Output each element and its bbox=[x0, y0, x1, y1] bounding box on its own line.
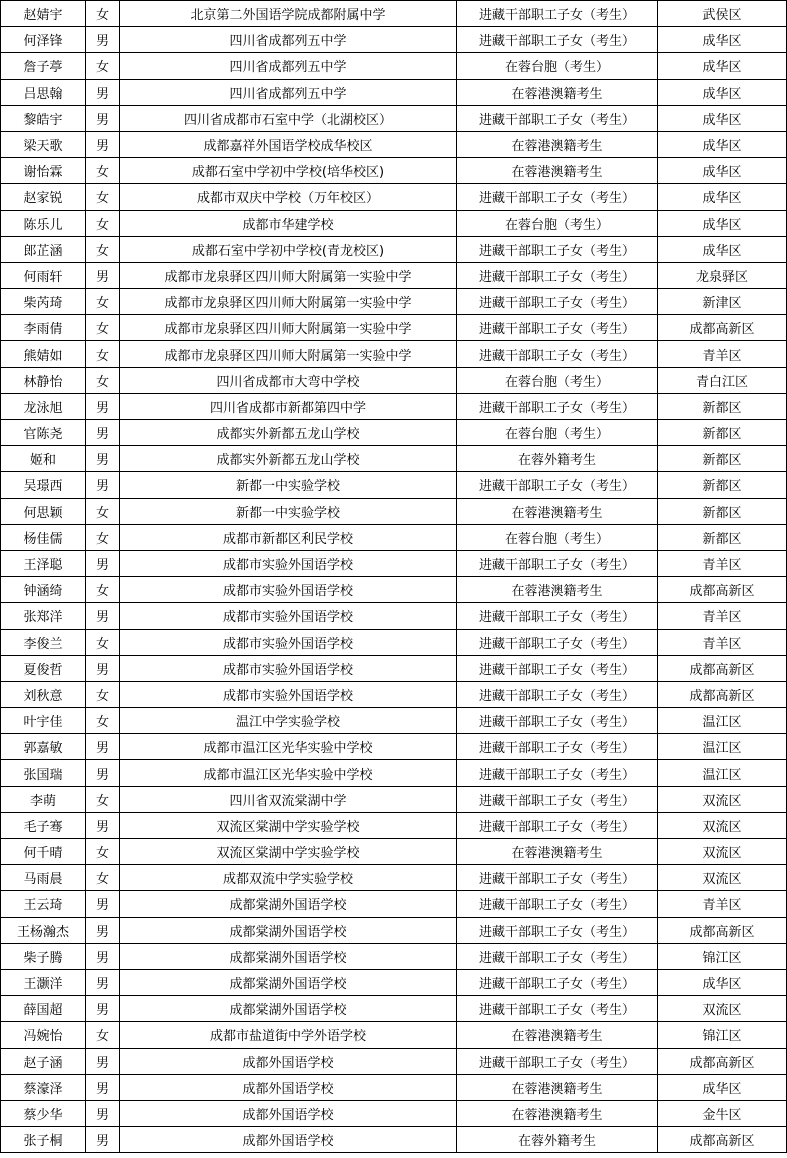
table-row bbox=[1, 708, 787, 734]
gender-cell: 女 bbox=[86, 367, 120, 393]
school-cell: 成都市盐道街中学外语学校 bbox=[120, 1022, 457, 1048]
category-cell: 进藏干部职工子女（考生） bbox=[457, 393, 658, 419]
student-name-cell: 王云琦 bbox=[1, 891, 86, 917]
district-cell: 成华区 bbox=[658, 969, 787, 995]
student-name-cell: 姬和 bbox=[1, 446, 86, 472]
category-cell: 在蓉港澳籍考生 bbox=[457, 158, 658, 184]
district-cell: 龙泉驿区 bbox=[658, 262, 787, 288]
gender-cell: 男 bbox=[86, 969, 120, 995]
category-cell: 在蓉台胞（考生） bbox=[457, 53, 658, 79]
school-cell: 新都一中实验学校 bbox=[120, 498, 457, 524]
table-row bbox=[1, 131, 787, 157]
district-cell: 成华区 bbox=[658, 79, 787, 105]
school-cell: 成都市实验外国语学校 bbox=[120, 577, 457, 603]
table-row bbox=[1, 236, 787, 262]
school-cell: 成都市温江区光华实验中学校 bbox=[120, 734, 457, 760]
district-cell: 武侯区 bbox=[658, 1, 787, 27]
school-cell: 成都市实验外国语学校 bbox=[120, 629, 457, 655]
school-cell: 新都一中实验学校 bbox=[120, 472, 457, 498]
student-name-cell: 毛子骞 bbox=[1, 812, 86, 838]
table-row bbox=[1, 53, 787, 79]
student-name-cell: 陈乐儿 bbox=[1, 210, 86, 236]
table-row bbox=[1, 603, 787, 629]
district-cell: 成都高新区 bbox=[658, 315, 787, 341]
student-name-cell: 马雨晨 bbox=[1, 865, 86, 891]
gender-cell: 男 bbox=[86, 996, 120, 1022]
district-cell: 温江区 bbox=[658, 734, 787, 760]
gender-cell: 女 bbox=[86, 236, 120, 262]
school-cell: 成都双流中学实验学校 bbox=[120, 865, 457, 891]
table-row bbox=[1, 210, 787, 236]
category-cell: 在蓉港澳籍考生 bbox=[457, 1100, 658, 1126]
district-cell: 成都高新区 bbox=[658, 577, 787, 603]
student-name-cell: 王杨瀚杰 bbox=[1, 917, 86, 943]
table-row bbox=[1, 969, 787, 995]
gender-cell: 女 bbox=[86, 289, 120, 315]
school-cell: 成都外国语学校 bbox=[120, 1048, 457, 1074]
student-name-cell: 赵家锐 bbox=[1, 184, 86, 210]
district-cell: 新都区 bbox=[658, 472, 787, 498]
student-name-cell: 叶宇佳 bbox=[1, 708, 86, 734]
district-cell: 新都区 bbox=[658, 524, 787, 550]
category-cell: 在蓉台胞（考生） bbox=[457, 210, 658, 236]
gender-cell: 男 bbox=[86, 812, 120, 838]
category-cell: 进藏干部职工子女（考生） bbox=[457, 1, 658, 27]
student-name-cell: 谢怡霖 bbox=[1, 158, 86, 184]
student-name-cell: 黎皓宇 bbox=[1, 105, 86, 131]
category-cell: 进藏干部职工子女（考生） bbox=[457, 681, 658, 707]
district-cell: 成华区 bbox=[658, 1074, 787, 1100]
district-cell: 新都区 bbox=[658, 393, 787, 419]
gender-cell: 男 bbox=[86, 79, 120, 105]
district-cell: 双流区 bbox=[658, 996, 787, 1022]
gender-cell: 男 bbox=[86, 27, 120, 53]
student-name-cell: 吕思翰 bbox=[1, 79, 86, 105]
gender-cell: 女 bbox=[86, 184, 120, 210]
student-name-cell: 李萌 bbox=[1, 786, 86, 812]
gender-cell: 男 bbox=[86, 603, 120, 629]
district-cell: 成华区 bbox=[658, 184, 787, 210]
district-cell: 青羊区 bbox=[658, 341, 787, 367]
school-cell: 成都棠湖外国语学校 bbox=[120, 891, 457, 917]
student-name-cell: 杨佳儒 bbox=[1, 524, 86, 550]
school-cell: 四川省成都市大弯中学校 bbox=[120, 367, 457, 393]
student-name-cell: 吴璟西 bbox=[1, 472, 86, 498]
table-row bbox=[1, 262, 787, 288]
school-cell: 成都市温江区光华实验中学校 bbox=[120, 760, 457, 786]
student-name-cell: 王灏洋 bbox=[1, 969, 86, 995]
student-name-cell: 薛国超 bbox=[1, 996, 86, 1022]
table-row bbox=[1, 524, 787, 550]
table-row bbox=[1, 367, 787, 393]
district-cell: 成华区 bbox=[658, 210, 787, 236]
table-row bbox=[1, 786, 787, 812]
district-cell: 成华区 bbox=[658, 236, 787, 262]
category-cell: 进藏干部职工子女（考生） bbox=[457, 760, 658, 786]
table-row bbox=[1, 498, 787, 524]
gender-cell: 女 bbox=[86, 524, 120, 550]
gender-cell: 女 bbox=[86, 53, 120, 79]
table-row bbox=[1, 812, 787, 838]
table-row bbox=[1, 289, 787, 315]
student-name-cell: 林静怡 bbox=[1, 367, 86, 393]
table-row bbox=[1, 996, 787, 1022]
category-cell: 在蓉台胞（考生） bbox=[457, 420, 658, 446]
table-row bbox=[1, 158, 787, 184]
category-cell: 进藏干部职工子女（考生） bbox=[457, 236, 658, 262]
district-cell: 成华区 bbox=[658, 105, 787, 131]
student-name-cell: 梁天歌 bbox=[1, 131, 86, 157]
category-cell: 在蓉台胞（考生） bbox=[457, 524, 658, 550]
student-name-cell: 张子桐 bbox=[1, 1127, 86, 1153]
school-cell: 四川省成都列五中学 bbox=[120, 53, 457, 79]
gender-cell: 男 bbox=[86, 1048, 120, 1074]
student-name-cell: 赵婧宇 bbox=[1, 1, 86, 27]
table-body bbox=[1, 1, 787, 1153]
gender-cell: 男 bbox=[86, 734, 120, 760]
category-cell: 进藏干部职工子女（考生） bbox=[457, 262, 658, 288]
student-name-cell: 刘秋意 bbox=[1, 681, 86, 707]
school-cell: 成都市新都区利民学校 bbox=[120, 524, 457, 550]
gender-cell: 女 bbox=[86, 210, 120, 236]
gender-cell: 女 bbox=[86, 158, 120, 184]
district-cell: 青白江区 bbox=[658, 367, 787, 393]
gender-cell: 女 bbox=[86, 1, 120, 27]
school-cell: 温江中学实验学校 bbox=[120, 708, 457, 734]
school-cell: 成都市龙泉驿区四川师大附属第一实验中学 bbox=[120, 341, 457, 367]
table-row bbox=[1, 79, 787, 105]
district-cell: 成都高新区 bbox=[658, 1048, 787, 1074]
district-cell: 成华区 bbox=[658, 27, 787, 53]
category-cell: 进藏干部职工子女（考生） bbox=[457, 603, 658, 629]
category-cell: 进藏干部职工子女（考生） bbox=[457, 708, 658, 734]
table-row bbox=[1, 917, 787, 943]
table-row bbox=[1, 734, 787, 760]
gender-cell: 女 bbox=[86, 498, 120, 524]
school-cell: 成都石室中学初中学校(青龙校区) bbox=[120, 236, 457, 262]
student-name-cell: 柴芮琦 bbox=[1, 289, 86, 315]
school-cell: 成都市实验外国语学校 bbox=[120, 550, 457, 576]
gender-cell: 男 bbox=[86, 105, 120, 131]
table-row bbox=[1, 1127, 787, 1153]
gender-cell: 女 bbox=[86, 839, 120, 865]
school-cell: 成都棠湖外国语学校 bbox=[120, 969, 457, 995]
category-cell: 进藏干部职工子女（考生） bbox=[457, 289, 658, 315]
gender-cell: 男 bbox=[86, 393, 120, 419]
school-cell: 四川省成都市新都第四中学 bbox=[120, 393, 457, 419]
student-name-cell: 蔡少华 bbox=[1, 1100, 86, 1126]
district-cell: 青羊区 bbox=[658, 550, 787, 576]
gender-cell: 女 bbox=[86, 681, 120, 707]
district-cell: 新都区 bbox=[658, 420, 787, 446]
student-name-cell: 夏俊哲 bbox=[1, 655, 86, 681]
student-name-cell: 王泽聪 bbox=[1, 550, 86, 576]
table-row bbox=[1, 1022, 787, 1048]
table-row bbox=[1, 839, 787, 865]
school-cell: 成都市实验外国语学校 bbox=[120, 681, 457, 707]
gender-cell: 男 bbox=[86, 1074, 120, 1100]
district-cell: 锦江区 bbox=[658, 1022, 787, 1048]
gender-cell: 女 bbox=[86, 315, 120, 341]
gender-cell: 男 bbox=[86, 917, 120, 943]
category-cell: 进藏干部职工子女（考生） bbox=[457, 315, 658, 341]
gender-cell: 男 bbox=[86, 550, 120, 576]
table-row bbox=[1, 446, 787, 472]
school-cell: 成都市龙泉驿区四川师大附属第一实验中学 bbox=[120, 289, 457, 315]
gender-cell: 女 bbox=[86, 708, 120, 734]
gender-cell: 男 bbox=[86, 262, 120, 288]
table-row bbox=[1, 550, 787, 576]
gender-cell: 男 bbox=[86, 1127, 120, 1153]
category-cell: 在蓉港澳籍考生 bbox=[457, 131, 658, 157]
school-cell: 成都外国语学校 bbox=[120, 1127, 457, 1153]
school-cell: 四川省成都列五中学 bbox=[120, 27, 457, 53]
gender-cell: 男 bbox=[86, 472, 120, 498]
district-cell: 锦江区 bbox=[658, 943, 787, 969]
district-cell: 新津区 bbox=[658, 289, 787, 315]
category-cell: 进藏干部职工子女（考生） bbox=[457, 472, 658, 498]
category-cell: 在蓉港澳籍考生 bbox=[457, 1022, 658, 1048]
gender-cell: 男 bbox=[86, 131, 120, 157]
school-cell: 双流区棠湖中学实验学校 bbox=[120, 839, 457, 865]
gender-cell: 男 bbox=[86, 1100, 120, 1126]
table-row bbox=[1, 891, 787, 917]
district-cell: 新都区 bbox=[658, 498, 787, 524]
student-name-cell: 李雨倩 bbox=[1, 315, 86, 341]
category-cell: 在蓉港澳籍考生 bbox=[457, 839, 658, 865]
district-cell: 新都区 bbox=[658, 446, 787, 472]
district-cell: 成华区 bbox=[658, 53, 787, 79]
district-cell: 成都高新区 bbox=[658, 1127, 787, 1153]
school-cell: 成都市华建学校 bbox=[120, 210, 457, 236]
gender-cell: 男 bbox=[86, 943, 120, 969]
district-cell: 青羊区 bbox=[658, 891, 787, 917]
school-cell: 成都实外新都五龙山学校 bbox=[120, 446, 457, 472]
table-row bbox=[1, 420, 787, 446]
gender-cell: 男 bbox=[86, 655, 120, 681]
gender-cell: 男 bbox=[86, 891, 120, 917]
school-cell: 成都市实验外国语学校 bbox=[120, 603, 457, 629]
school-cell: 成都市龙泉驿区四川师大附属第一实验中学 bbox=[120, 315, 457, 341]
school-cell: 成都石室中学初中学校(培华校区) bbox=[120, 158, 457, 184]
category-cell: 进藏干部职工子女（考生） bbox=[457, 943, 658, 969]
school-cell: 双流区棠湖中学实验学校 bbox=[120, 812, 457, 838]
school-cell: 成都实外新都五龙山学校 bbox=[120, 420, 457, 446]
district-cell: 双流区 bbox=[658, 812, 787, 838]
school-cell: 四川省成都市石室中学（北湖校区） bbox=[120, 105, 457, 131]
category-cell: 进藏干部职工子女（考生） bbox=[457, 917, 658, 943]
table-row bbox=[1, 1048, 787, 1074]
school-cell: 成都市实验外国语学校 bbox=[120, 655, 457, 681]
category-cell: 在蓉港澳籍考生 bbox=[457, 577, 658, 603]
student-name-cell: 何思颖 bbox=[1, 498, 86, 524]
student-name-cell: 郭嘉敏 bbox=[1, 734, 86, 760]
student-name-cell: 张国瑞 bbox=[1, 760, 86, 786]
gender-cell: 女 bbox=[86, 1022, 120, 1048]
category-cell: 进藏干部职工子女（考生） bbox=[457, 786, 658, 812]
district-cell: 青羊区 bbox=[658, 603, 787, 629]
student-name-cell: 冯婉怡 bbox=[1, 1022, 86, 1048]
gender-cell: 女 bbox=[86, 786, 120, 812]
category-cell: 进藏干部职工子女（考生） bbox=[457, 629, 658, 655]
table-row bbox=[1, 1100, 787, 1126]
district-cell: 成华区 bbox=[658, 131, 787, 157]
table-row bbox=[1, 27, 787, 53]
gender-cell: 男 bbox=[86, 446, 120, 472]
school-cell: 成都外国语学校 bbox=[120, 1074, 457, 1100]
district-cell: 金牛区 bbox=[658, 1100, 787, 1126]
category-cell: 进藏干部职工子女（考生） bbox=[457, 996, 658, 1022]
category-cell: 在蓉外籍考生 bbox=[457, 1127, 658, 1153]
table-row bbox=[1, 1, 787, 27]
category-cell: 进藏干部职工子女（考生） bbox=[457, 655, 658, 681]
school-cell: 成都市龙泉驿区四川师大附属第一实验中学 bbox=[120, 262, 457, 288]
category-cell: 进藏干部职工子女（考生） bbox=[457, 184, 658, 210]
table-row bbox=[1, 341, 787, 367]
student-name-cell: 熊婧如 bbox=[1, 341, 86, 367]
student-name-cell: 何千晴 bbox=[1, 839, 86, 865]
district-cell: 成都高新区 bbox=[658, 917, 787, 943]
category-cell: 进藏干部职工子女（考生） bbox=[457, 27, 658, 53]
district-cell: 双流区 bbox=[658, 839, 787, 865]
student-name-cell: 柴子腾 bbox=[1, 943, 86, 969]
table-row bbox=[1, 681, 787, 707]
student-name-cell: 蔡濠泽 bbox=[1, 1074, 86, 1100]
district-cell: 成华区 bbox=[658, 158, 787, 184]
district-cell: 成都高新区 bbox=[658, 655, 787, 681]
student-name-cell: 郎芷涵 bbox=[1, 236, 86, 262]
category-cell: 在蓉港澳籍考生 bbox=[457, 1074, 658, 1100]
gender-cell: 女 bbox=[86, 577, 120, 603]
school-cell: 成都棠湖外国语学校 bbox=[120, 943, 457, 969]
school-cell: 成都市双庆中学校（万年校区） bbox=[120, 184, 457, 210]
table-row bbox=[1, 629, 787, 655]
category-cell: 进藏干部职工子女（考生） bbox=[457, 734, 658, 760]
student-name-cell: 赵子涵 bbox=[1, 1048, 86, 1074]
table-row bbox=[1, 655, 787, 681]
table-row bbox=[1, 184, 787, 210]
school-cell: 成都棠湖外国语学校 bbox=[120, 917, 457, 943]
table-row bbox=[1, 943, 787, 969]
school-cell: 四川省双流棠湖中学 bbox=[120, 786, 457, 812]
table-row bbox=[1, 577, 787, 603]
table-row bbox=[1, 393, 787, 419]
table-row bbox=[1, 472, 787, 498]
category-cell: 在蓉港澳籍考生 bbox=[457, 498, 658, 524]
category-cell: 在蓉台胞（考生） bbox=[457, 367, 658, 393]
district-cell: 成都高新区 bbox=[658, 681, 787, 707]
student-name-cell: 钟涵绮 bbox=[1, 577, 86, 603]
student-name-cell: 何雨轩 bbox=[1, 262, 86, 288]
student-name-cell: 何泽锋 bbox=[1, 27, 86, 53]
category-cell: 进藏干部职工子女（考生） bbox=[457, 1048, 658, 1074]
student-name-cell: 张郑洋 bbox=[1, 603, 86, 629]
school-cell: 成都外国语学校 bbox=[120, 1100, 457, 1126]
student-name-cell: 龙泳旭 bbox=[1, 393, 86, 419]
student-name-cell: 詹子葶 bbox=[1, 53, 86, 79]
table-row bbox=[1, 865, 787, 891]
category-cell: 进藏干部职工子女（考生） bbox=[457, 341, 658, 367]
table-row bbox=[1, 315, 787, 341]
district-cell: 温江区 bbox=[658, 708, 787, 734]
category-cell: 在蓉外籍考生 bbox=[457, 446, 658, 472]
category-cell: 进藏干部职工子女（考生） bbox=[457, 105, 658, 131]
school-cell: 成都嘉祥外国语学校成华校区 bbox=[120, 131, 457, 157]
school-cell: 北京第二外国语学院成都附属中学 bbox=[120, 1, 457, 27]
gender-cell: 男 bbox=[86, 760, 120, 786]
gender-cell: 男 bbox=[86, 420, 120, 446]
table-row bbox=[1, 1074, 787, 1100]
category-cell: 进藏干部职工子女（考生） bbox=[457, 865, 658, 891]
gender-cell: 女 bbox=[86, 865, 120, 891]
category-cell: 进藏干部职工子女（考生） bbox=[457, 550, 658, 576]
category-cell: 在蓉港澳籍考生 bbox=[457, 79, 658, 105]
gender-cell: 女 bbox=[86, 341, 120, 367]
table-row bbox=[1, 105, 787, 131]
table-row bbox=[1, 760, 787, 786]
student-name-cell: 李俊兰 bbox=[1, 629, 86, 655]
category-cell: 进藏干部职工子女（考生） bbox=[457, 891, 658, 917]
district-cell: 双流区 bbox=[658, 865, 787, 891]
district-cell: 青羊区 bbox=[658, 629, 787, 655]
student-name-cell: 官陈尧 bbox=[1, 420, 86, 446]
district-cell: 温江区 bbox=[658, 760, 787, 786]
gender-cell: 女 bbox=[86, 629, 120, 655]
school-cell: 四川省成都列五中学 bbox=[120, 79, 457, 105]
category-cell: 进藏干部职工子女（考生） bbox=[457, 969, 658, 995]
school-cell: 成都棠湖外国语学校 bbox=[120, 996, 457, 1022]
category-cell: 进藏干部职工子女（考生） bbox=[457, 812, 658, 838]
district-cell: 双流区 bbox=[658, 786, 787, 812]
